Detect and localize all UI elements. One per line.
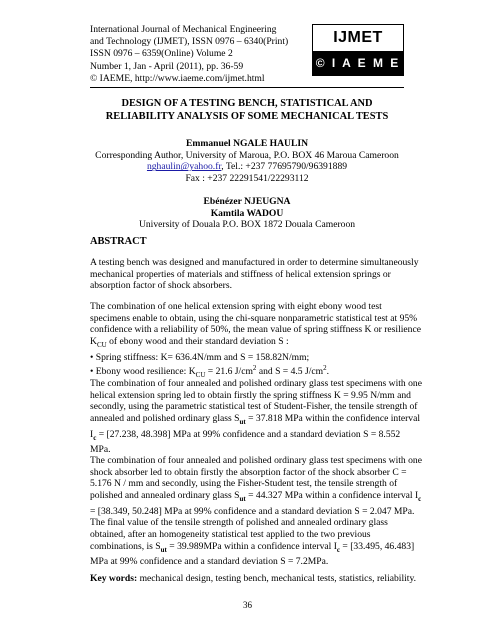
text-line: combinations, is $S_{ut} = 39.989MPa$ within a confidence interval $I_c = [33.495$, 46.483] [90, 540, 415, 554]
title-line: DESIGN OF A TESTING BENCH, STATISTICAL AND [121, 98, 373, 109]
author-name: Ebénézer NJEUGNA [203, 196, 291, 207]
text-line: The combination of one helical extension spring with eight ebony wood test [90, 301, 382, 312]
journal-line: ISSN 0976 – 6359(Online) Volume 2 [90, 48, 233, 60]
author2-block [60, 196, 434, 231]
page-number: 36 [243, 600, 252, 610]
author-contact [60, 161, 434, 173]
abstract-paragraph [90, 257, 419, 292]
text-line: The final value of the tensile strength of polished and annealed ordinary glass [90, 517, 388, 529]
text-line: absorption factor of shock absorbers. [90, 280, 232, 292]
email-link[interactable]: nghaulin@yahoo.fr [146, 161, 222, 173]
text-line: confidence with a reliability of 50%, the mean value of spring stiffness K or resilience [90, 324, 421, 336]
text-line: obtained, after an homogeneity statistical test applied to the two previous [90, 529, 371, 541]
text-line: MPa. [90, 444, 111, 456]
journal-line: and Technology (IJMET), ISSN 0976 – 6340(Print) [90, 36, 289, 48]
logo-bottom: © I A E M E [313, 51, 403, 75]
text-line: helical extension spring led to obtain firstly the spring stiffness K = 9.95 N/mm and [90, 389, 411, 401]
journal-line: © IAEME, http://www.iaeme.com/ijmet.html [90, 72, 265, 84]
text-line: shock absorber led to obtain firstly the absorption factor of the shock absorber C = [90, 466, 407, 478]
title-line: RELIABILITY ANALYSIS OF SOME MECHANICAL TESTS [105, 111, 389, 122]
journal-line: International Journal of Mechanical Engineering [90, 24, 277, 35]
text-line: A testing bench was designed and manufactured in order to determine simultaneously [90, 257, 419, 268]
abstract-paragraph [90, 378, 422, 456]
author-name: Emmanuel NGALE HAULIN [185, 138, 309, 149]
author-affiliation: University of Douala P.O. BOX 1872 Douala Cameroon [138, 219, 356, 231]
text-line: • Spring stiffness: K= 636.4N/mm and S = 158.82N/mm; [90, 351, 310, 363]
journal-info [90, 24, 320, 85]
text-line: $I_c = [27.238$, 48.398] MPa at 99% confidence and a standard deviation S = 8.552 [90, 428, 401, 442]
author-name: Kamtila WADOU [210, 207, 284, 219]
abstract-heading: ABSTRACT [90, 236, 147, 247]
text-line: = [38.349, 50.248] MPa at 99% confidence and a standard deviation S = 2.047 MPa. [90, 505, 415, 517]
keywords [90, 573, 417, 585]
text-line: The combination of four annealed and polished ordinary glass test specimens with one [90, 378, 422, 389]
abstract-paragraph [90, 301, 421, 382]
text-line: annealed and polished ordinary glass $S_{ut} = 37.818$ MPa within the confidence interval [90, 413, 421, 427]
ijmet-logo [312, 24, 404, 76]
author-fax: Fax : +237 22291541/22293112 [185, 173, 309, 185]
author-tel: , Tel.: +237 77695790/96391889 [221, 161, 348, 173]
abstract-paragraph [90, 455, 422, 568]
text-line [90, 573, 417, 585]
text-line: $K_{CU}$ of ebony wood and their standard deviation S : [90, 336, 289, 350]
text-line: specimens enable to obtain, using the chi-square nonparametric statistical test at 95% [90, 312, 418, 324]
text-line: MPa at 99% confidence and a standard deviation S = 7.2MPa. [90, 556, 329, 568]
text-line: The combination of four annealed and polished ordinary glass test specimens with one [90, 455, 422, 466]
keywords-text: mechanical design, testing bench, mechanical tests, statistics, reliability. [137, 573, 417, 584]
author1-block [60, 138, 434, 185]
journal-line: Number 1, Jan - April (2011), pp. 36-59 [90, 60, 244, 72]
header-rule [90, 87, 404, 88]
text-line: polished and annealed ordinary glass $S_{ut} = 44.327$ MPa within a confidence interval $I_c$ [90, 490, 422, 504]
text-line: mechanical properties of materials and stiffness of helical extension springs or [90, 268, 391, 280]
logo-top: IJMET [313, 25, 403, 51]
keywords-label: Key words: [90, 573, 138, 584]
text-line: secondly, using the parametric statistical test of Student-Fisher, the tensile strength of [90, 401, 418, 413]
author-affiliation: Corresponding Author, University of Maroua, P.O. BOX 46 Maroua Cameroon [95, 149, 399, 161]
paper-title [90, 97, 404, 123]
text-line: 5.176 N / mm and secondly, using the Fisher-Student test, the tensile strength of [90, 478, 398, 490]
text-line: • Ebony wood resilience: $K_{CU} = 21.6$ $J/cm^2$ and S = 4.5 $J/cm^2$. [90, 364, 330, 380]
